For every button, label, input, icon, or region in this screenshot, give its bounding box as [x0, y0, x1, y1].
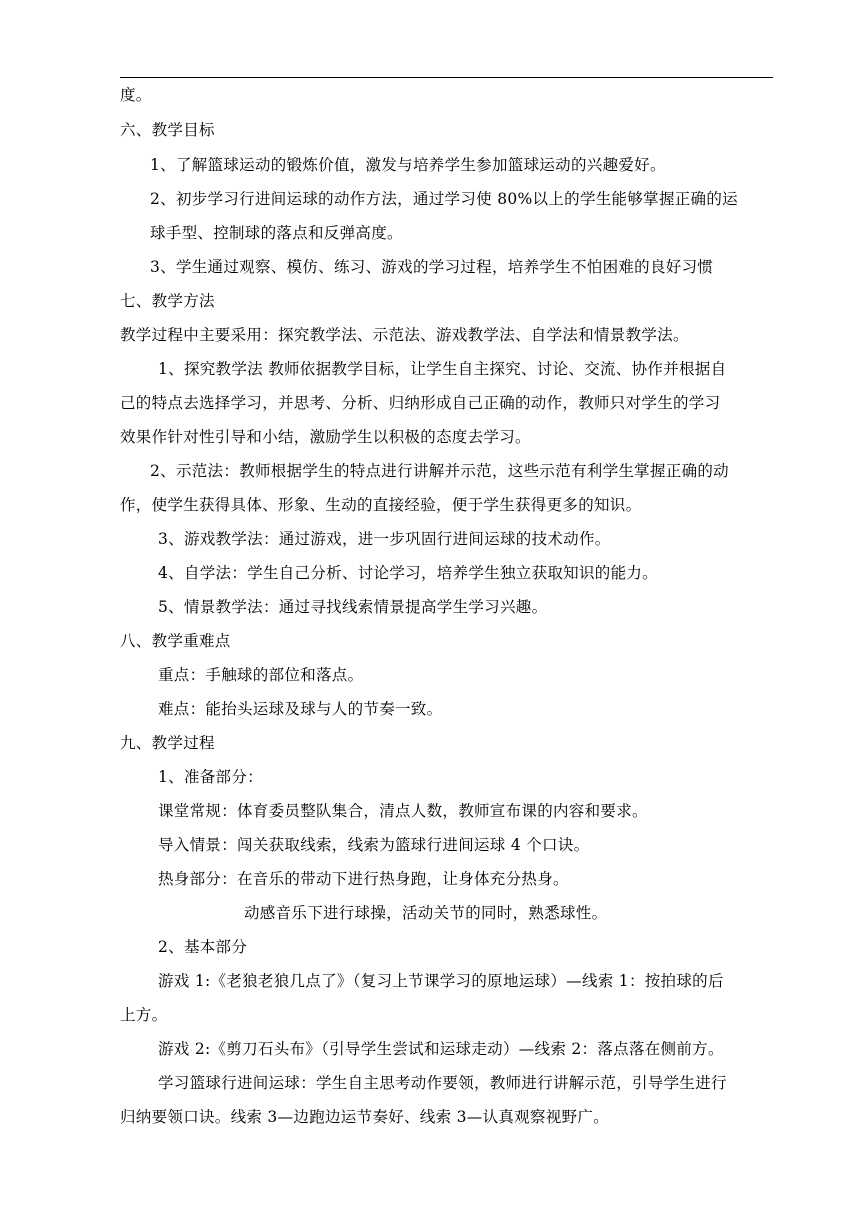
text-line: 作，使学生获得具体、形象、生动的直接经验，便于学生获得更多的知识。 [120, 496, 642, 514]
text-line: 1、探究教学法 教师依据教学目标，让学生自主探究、讨论、交流、协作并根据自 [158, 360, 727, 378]
header-rule [120, 77, 773, 78]
text-line: 难点：能抬头运球及球与人的节奏一致。 [158, 700, 443, 718]
text-line: 1、了解篮球运动的锻炼价值，激发与培养学生参加篮球运动的兴趣爱好。 [150, 156, 666, 174]
text-line: 课堂常规：体育委员整队集合，清点人数，教师宣布课的内容和要求。 [158, 802, 648, 820]
text-line: 归纳要领口诀。线索 3—边跑边运节奏好、线索 3—认真观察视野广。 [120, 1108, 609, 1126]
text-line: 学习篮球行进间运球：学生自主思考动作要领，教师进行讲解示范，引导学生进行 [158, 1074, 727, 1092]
text-line: 5、情景教学法：通过寻找线索情景提高学生学习兴趣。 [158, 598, 548, 616]
text-line: 2、基本部分 [158, 938, 248, 956]
section-heading: 六、教学目标 [120, 121, 215, 139]
text-line: 4、自学法：学生自己分析、讨论学习，培养学生独立获取知识的能力。 [158, 564, 658, 582]
text-line: 导入情景：闯关获取线索，线索为篮球行进间运球 4 个口诀。 [158, 836, 590, 854]
text-line: 热身部分：在音乐的带动下进行热身跑，让身体充分热身。 [158, 870, 569, 888]
text-line: 3、学生通过观察、模仿、练习、游戏的学习过程，培养学生不怕困难的良好习惯 [150, 258, 714, 276]
section-heading: 八、教学重难点 [120, 632, 231, 650]
document-body [120, 86, 780, 1127]
text-line: 球手型、控制球的落点和反弹高度。 [150, 224, 403, 242]
text-line: 己的特点去选择学习，并思考、分析、归纳形成自己正确的动作，教师只对学生的学习 [120, 394, 721, 412]
text-line: 教学过程中主要采用：探究教学法、示范法、游戏教学法、自学法和情景教学法。 [120, 326, 689, 344]
text-line: 动感音乐下进行球操，活动关节的同时，熟悉球性。 [244, 904, 608, 922]
text-line: 1、准备部分： [158, 768, 263, 786]
text-line: 2、初步学习行进间运球的动作方法，通过学习使 80%以上的学生能够掌握正确的运 [150, 190, 738, 208]
text-line: 效果作针对性引导和小结，激励学生以积极的态度去学习。 [120, 428, 531, 446]
text-line: 度。 [120, 86, 152, 104]
text-line: 2、示范法：教师根据学生的特点进行讲解并示范，这些示范有利学生掌握正确的动 [150, 462, 729, 480]
text-line: 重点：手触球的部位和落点。 [158, 666, 364, 684]
section-heading: 七、教学方法 [120, 292, 215, 310]
text-line: 上方。 [120, 1006, 168, 1024]
text-line: 游戏 2:《剪刀石头布》（引导学生尝试和运球走动）—线索 2：落点落在侧前方。 [158, 1040, 724, 1058]
text-line: 游戏 1:《老狼老狼几点了》（复习上节课学习的原地运球）—线索 1：按拍球的后 [158, 972, 724, 990]
section-heading: 九、教学过程 [120, 734, 215, 752]
text-line: 3、游戏教学法：通过游戏，进一步巩固行进间运球的技术动作。 [158, 530, 611, 548]
